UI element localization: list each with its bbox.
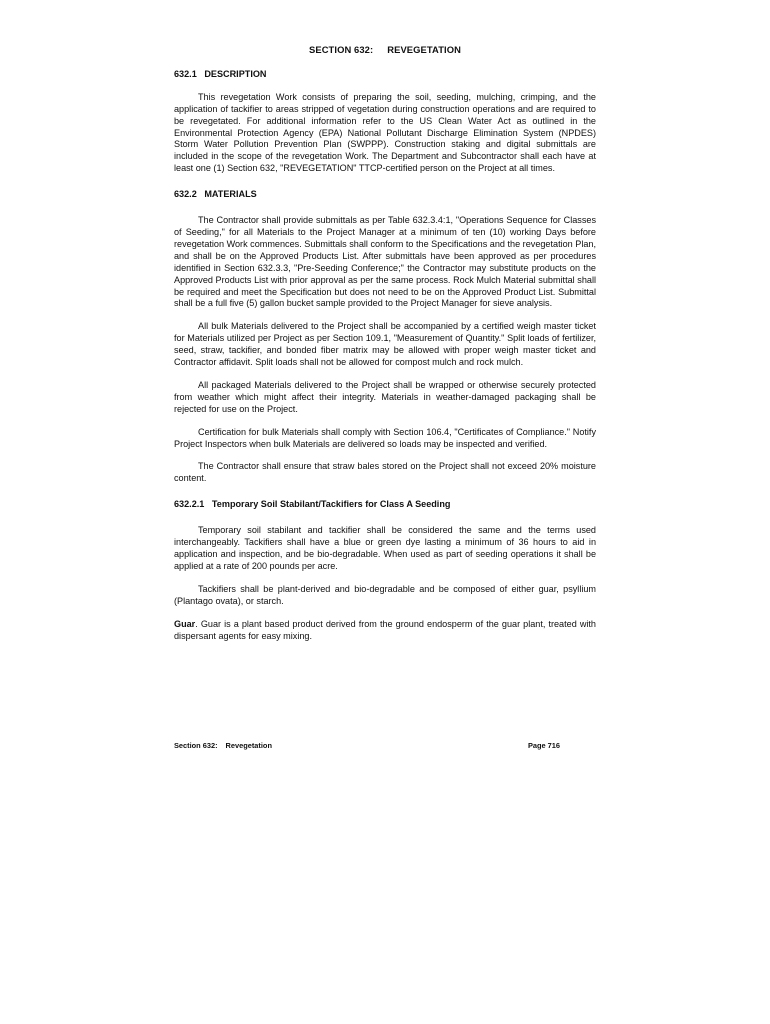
section-name: REVEGETATION xyxy=(387,44,462,55)
paragraph: Temporary soil stabilant and tackifier shall be considered the same and the terms used interchangeably. Tackifiers shall have a blue or green dye lasting a minimum of 36 hours to aid in application and inspection, and be bio-degradable. When used as part of seeding operations it shall be applied at a rate of 200 pounds per acre. xyxy=(174,525,596,571)
paragraph: The Contractor shall ensure that straw bales stored on the Project shall not exceed 20% moisture content. xyxy=(174,461,596,484)
heading-632-2-1: 632.2.1 Temporary Soil Stabilant/Tackifiers for Class A Seeding xyxy=(174,499,451,510)
footer-section xyxy=(174,741,272,750)
paragraph: Tackifiers shall be plant-derived and bio-degradable and be composed of either guar, psyllium (Plantago ovata), or starch. xyxy=(174,583,596,606)
guar-label: Guar xyxy=(174,618,196,629)
heading-632-2: 632.2 MATERIALS xyxy=(174,189,257,200)
paragraph: All packaged Materials delivered to the Project shall be wrapped or otherwise securely protected from weather which might affect their integrity. Materials in weather-damaged packaging shall be rejected for use on the Project. xyxy=(174,379,596,414)
heading-632-1: 632.1 DESCRIPTION xyxy=(174,68,267,79)
paragraph: Certification for bulk Materials shall comply with Section 106.4, "Certificates of Compliance." Notify Project Inspectors when bulk Materials are delivered so loads may be inspected and verified. xyxy=(174,426,596,449)
footer-page-number: Page 716 xyxy=(527,741,560,750)
section-number: SECTION 632: xyxy=(308,44,374,55)
paragraph: This revegetation Work consists of preparing the soil, seeding, mulching, crimping, and the application of tackifier to areas stripped of vegetation during construction operations and are required to be revegetated. For additional information refer to the US Clean Water Act as outlined in the Environmental Protection Agency (EPA) National Pollutant Discharge Elimination System (NPDES) Storm Water Pollution Prevention Plan (SWPPP). Construction staking and digital submittals are included in the scope of the revegetation Work. The Department and Subcontractor shall each have at least one (1) Section 632, "REVEGETATION" TTCP-certified person on the Project at all times. xyxy=(174,91,596,174)
page-footer xyxy=(174,741,560,750)
guar-text: . Guar is a plant based product derived from the ground endosperm of the guar plant, treated with dispersant agents for easy mixing. xyxy=(174,618,596,641)
guar-paragraph xyxy=(174,619,596,643)
paragraph: All bulk Materials delivered to the Project shall be accompanied by a certified weigh master ticket for Materials utilized per Project as per Section 109.1, "Measurement of Quantity." Split loads of fertilizer, seed, straw, tackifier, and bonded fiber matrix may be allowed with proper weigh master ticket and Contractor affidavit. Split loads shall not be allowed for compost mulch and rock mulch. xyxy=(174,321,596,368)
footer-section-name: Revegetation xyxy=(225,741,272,750)
section-title xyxy=(174,44,596,56)
paragraph: The Contractor shall provide submittals as per Table 632.3.4:1, "Operations Sequence for Classes of Seeding," for all Materials to the Project Manager at a minimum of ten (10) working Days before revegetation Work commences. Submittals shall conform to the Specifications and the revegetation Plan, and shall be on the Approved Products List. After submittals have been approved as per procedures identified in Section 632.3.3, "Pre-Seeding Conference;" the Contractor may substitute products on the Approved Products List with prior approval as per the same process. Rock Mulch Material submittal shall be required and meet the Specification but does not need to be on the Approved Product List. Submittal shall be a full five (5) gallon bucket sample provided to the Project Manager for sieve analysis. xyxy=(174,215,596,309)
footer-section-label: Section 632: xyxy=(174,741,218,750)
document-page xyxy=(174,44,596,653)
